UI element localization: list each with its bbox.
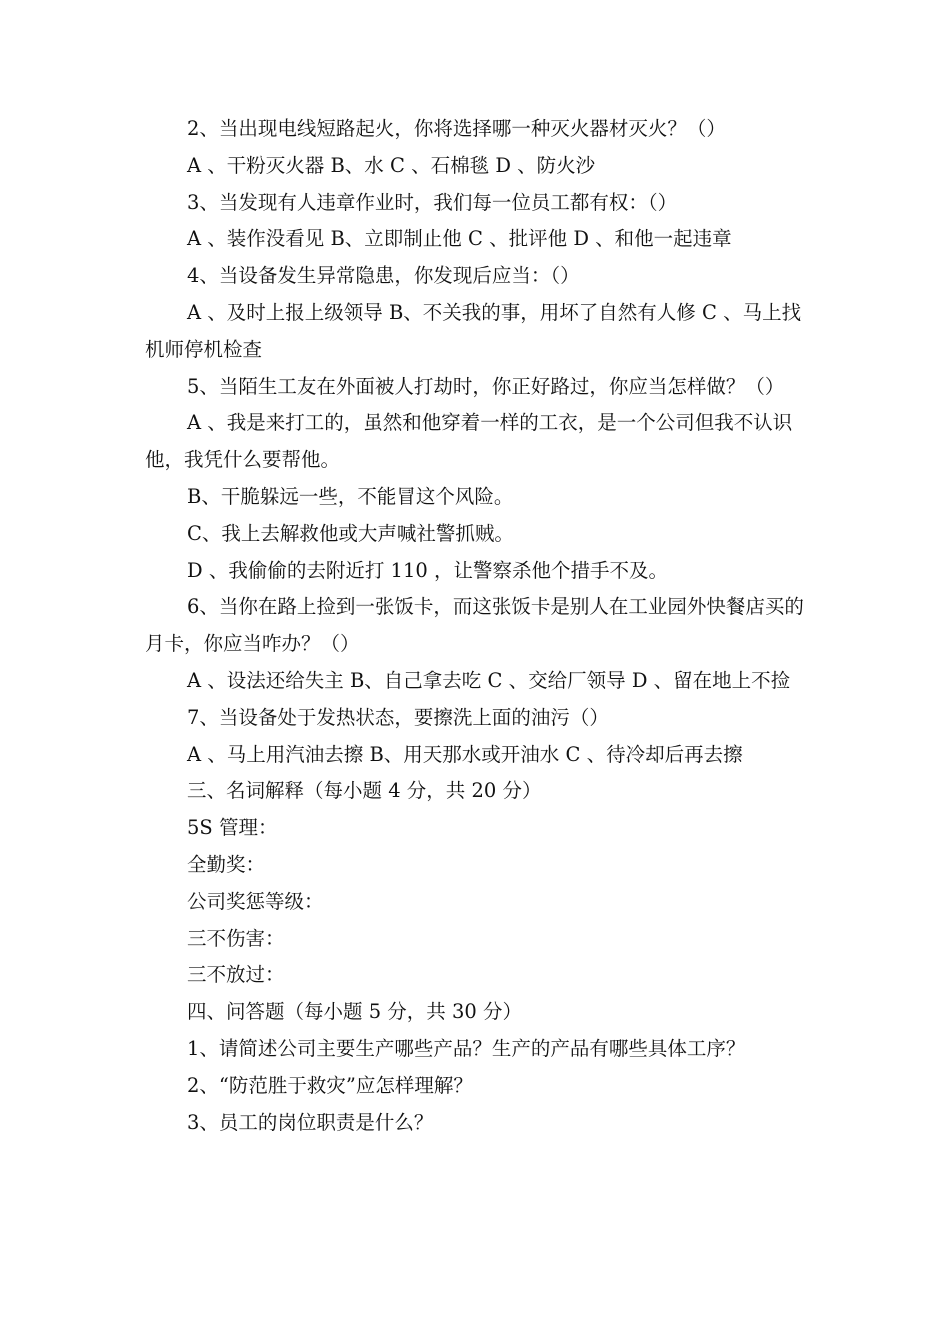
question-6-options: A 、设法还给失主 B、自己拿去吃 C 、交给厂领导 D 、留在地上不捡 [187,668,791,692]
question-5-option-a: A 、我是来打工的，虽然和他穿着一样的工衣，是一个公司但我不认识他，我凭什么要帮他。 [145,411,793,472]
question-6: 6、当你在路上捡到一张饭卡，而这张饭卡是别人在工业园外快餐店买的月卡，你应当咋办？（） [145,595,804,656]
section-4-heading: 四、问答题（每小题 5 分，共 30 分） [187,1000,523,1024]
question-5: 5、当陌生工友在外面被人打劫时，你正好路过，你应当怎样做？（） [187,374,785,398]
question-4: 4、当设备发生异常隐患，你发现后应当：（） [187,264,580,288]
question-7-options: A 、马上用汽油去擦 B、用天那水或开油水 C 、待冷却后再去擦 [187,742,743,766]
essay-question-3: 3、员工的岗位职责是什么？ [187,1110,434,1134]
document-body [145,111,810,1141]
question-2-options: A 、干粉灭火器 B、水 C 、石棉毯 D 、防火沙 [187,153,596,177]
essay-question-2: 2、“防范胜于救灾”应怎样理解？ [187,1073,473,1097]
question-5-option-d: D 、我偷偷的去附近打 110 ，让警察杀他个措手不及。 [187,558,668,582]
question-5-option-c: C、我上去解救他或大声喊社警抓贼。 [187,521,514,545]
question-2: 2、当出现电线短路起火，你将选择哪一种灭火器材灭火？（） [187,117,726,140]
term-three-no-harm: 三不伤害： [187,926,285,950]
question-7: 7、当设备处于发热状态，要擦洗上面的油污（） [187,705,609,729]
term-attendance-award: 全勤奖： [187,852,266,876]
question-3: 3、当发现有人违章作业时，我们每一位员工都有权：（） [187,190,678,214]
section-3-heading: 三、名词解释（每小题 4 分，共 20 分） [187,779,542,803]
question-4-options: A 、及时上报上级领导 B、不关我的事，用坏了自然有人修 C 、马上找机师停机检查 [145,300,802,361]
question-5-option-b: B、干脆躲远一些，不能冒这个风险。 [187,484,514,508]
term-reward-levels: 公司奖惩等级： [187,889,324,913]
essay-question-1: 1、请简述公司主要生产哪些产品？生产的产品有哪些具体工序？ [187,1036,746,1060]
question-3-options: A 、装作没看见 B、立即制止他 C 、批评他 D 、和他一起违章 [187,227,732,251]
term-5s: 5S 管理： [187,816,278,840]
term-three-no-letgo: 三不放过： [187,963,285,987]
